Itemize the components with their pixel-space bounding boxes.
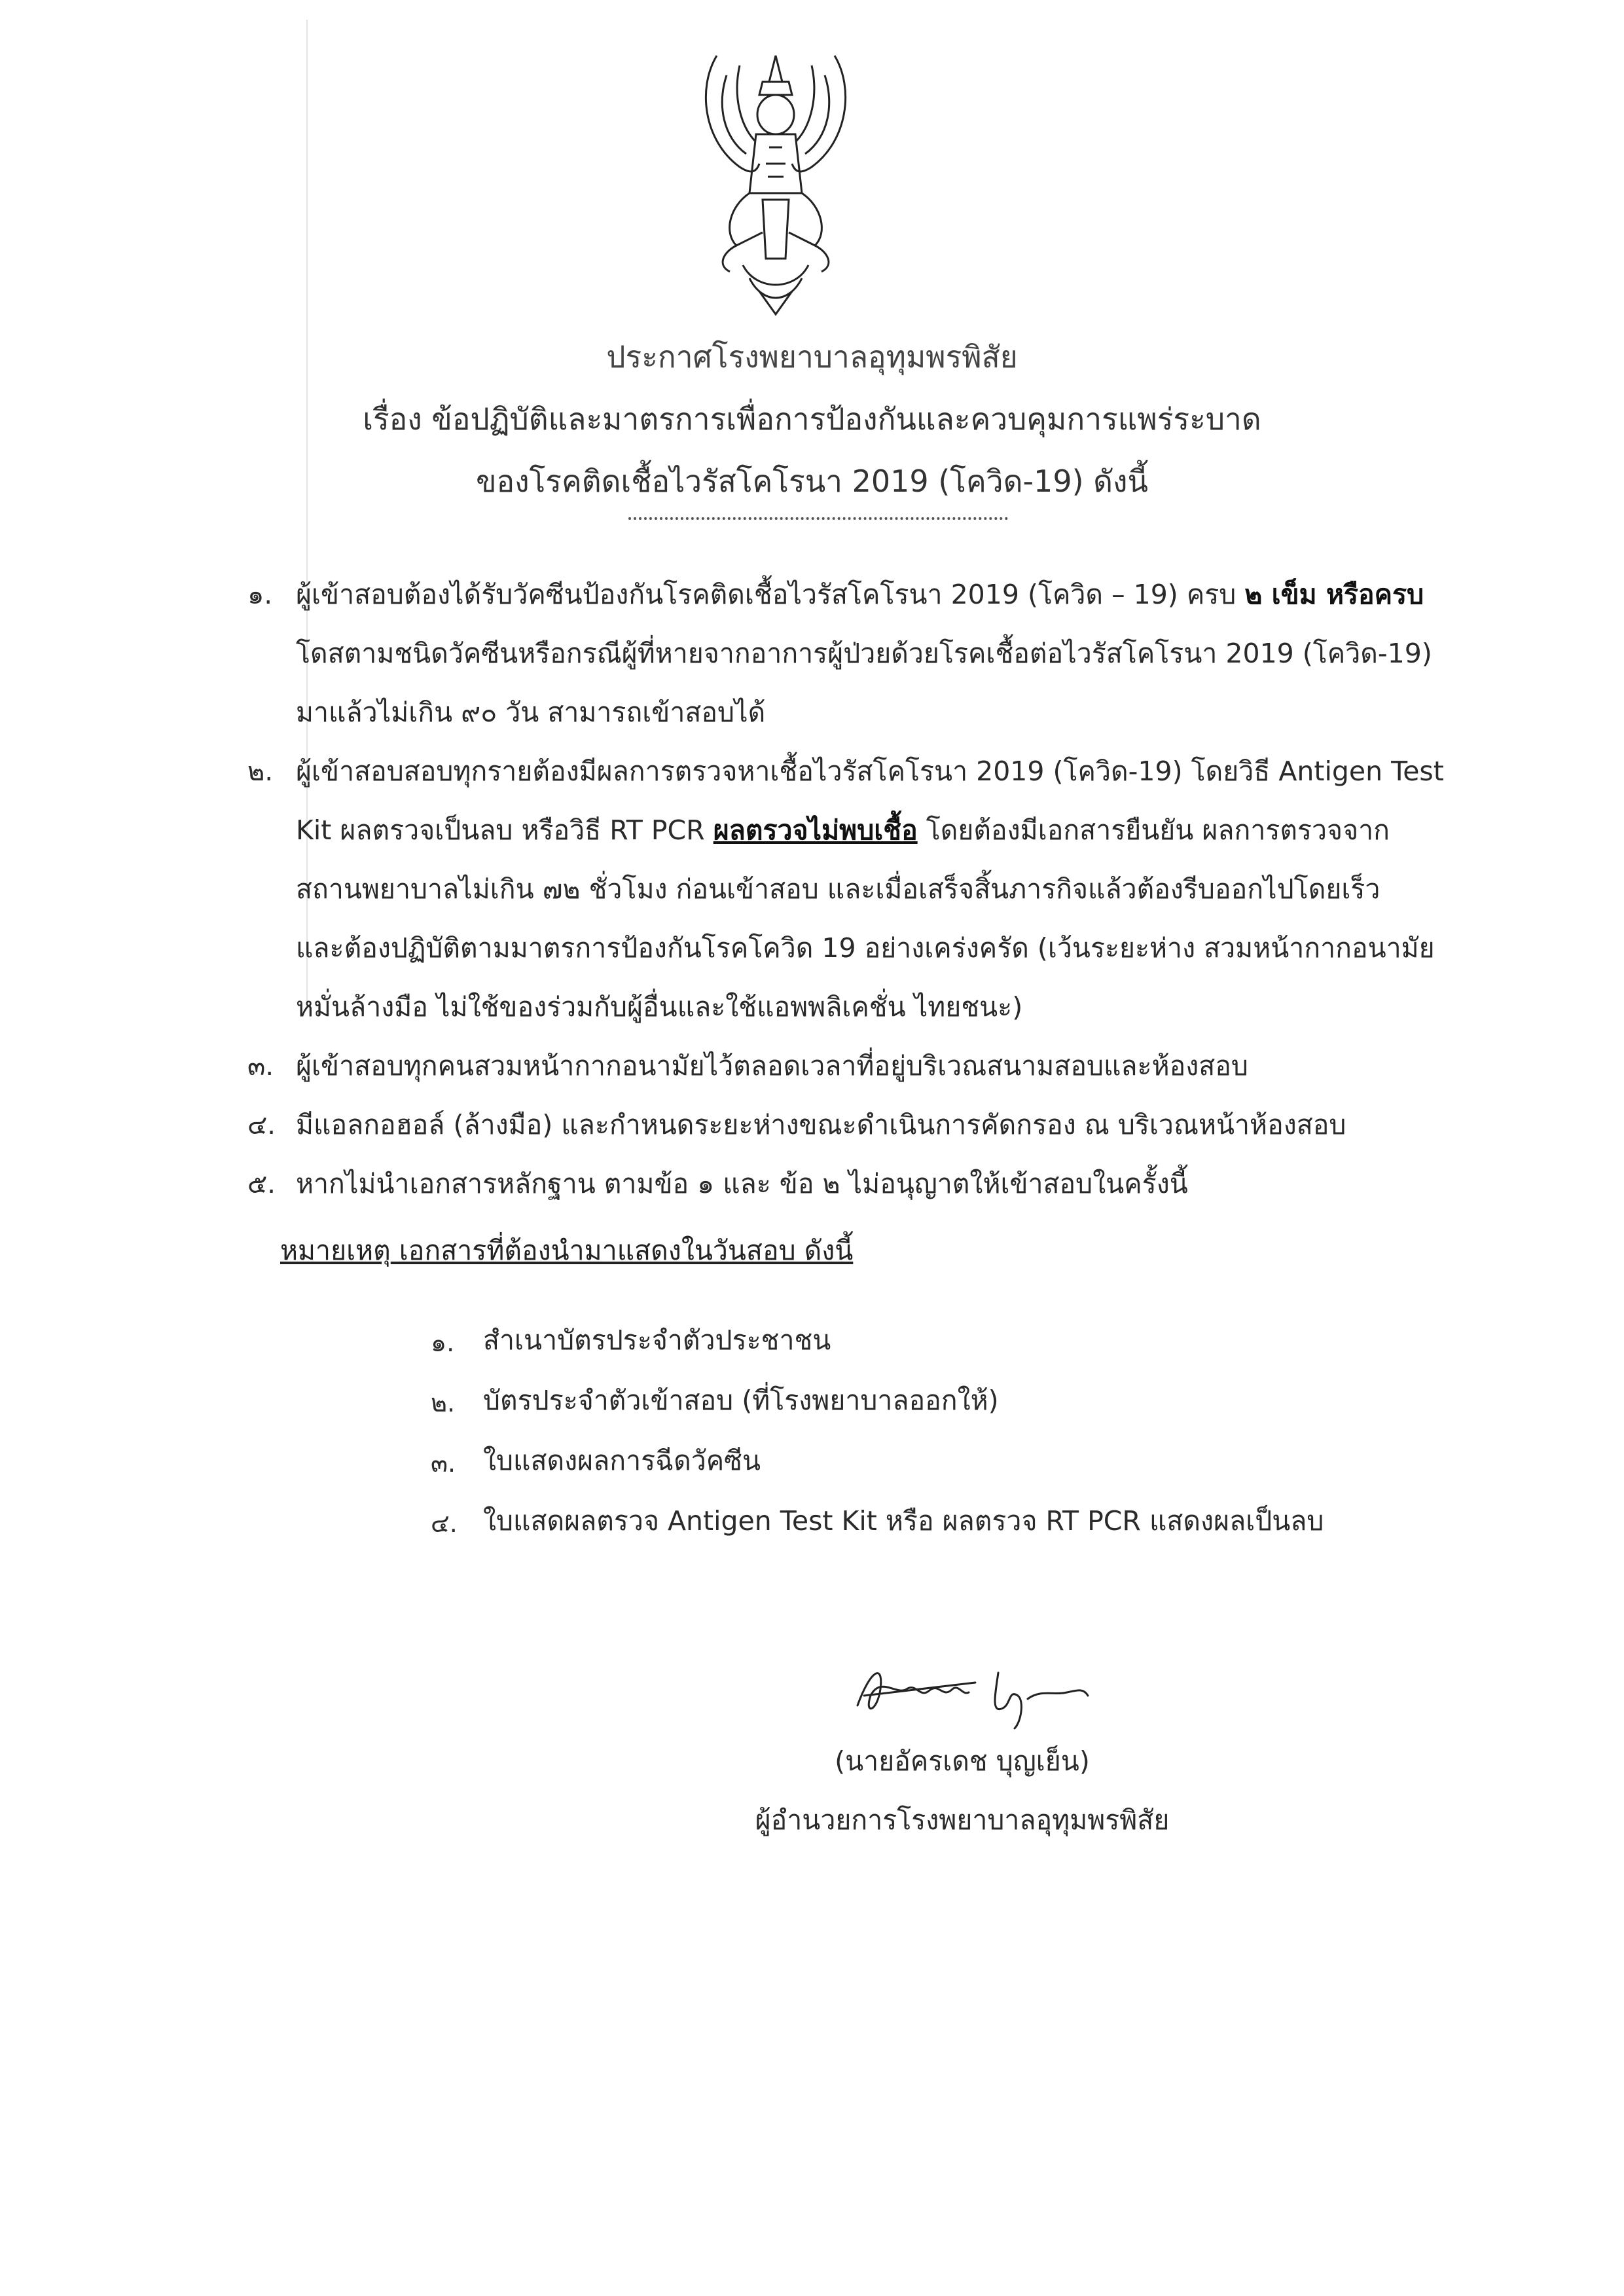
item-line: หากไม่นำเอกสารหลักฐาน ตามข้อ ๑ และ ข้อ ๒ ไม่อนุญาตให้เข้าสอบในครั้งนี้: [296, 1168, 1188, 1199]
announcement-subject: เรื่อง ข้อปฏิบัติและมาตรการเพื่อการป้องกันและควบคุมการแพร่ระบาด: [363, 401, 1261, 437]
scan-margin-line: [306, 20, 308, 1002]
signer-name: (นายอัครเดช บุญเย็น): [835, 1745, 1090, 1777]
dotted-divider: [628, 517, 1008, 520]
document-number: ๓.: [431, 1449, 456, 1478]
item-line: มีแอลกอฮอล์ (ล้างมือ) และกำหนดระยะห่างขณะดำเนินการคัดกรอง ณ บริเวณหน้าห้องสอบ: [296, 1109, 1346, 1140]
item-number: ๒.: [247, 757, 274, 787]
document-number: ๔.: [431, 1509, 458, 1538]
item-line: มาแล้วไม่เกิน ๙๐ วัน สามารถเข้าสอบได้: [296, 697, 766, 728]
item-line: โดสตามชนิดวัคซีนหรือกรณีผู้ที่หายจากอาการผู้ป่วยด้วยโรคเชื้อต่อไวรัสโคโรนา 2019 (โควิด-19): [296, 638, 1432, 669]
note-heading: หมายเหตุ เอกสารที่ต้องนำมาแสดงในวันสอบ ดังนี้: [280, 1235, 854, 1266]
item-number: ๑.: [247, 580, 273, 610]
item-line: ผู้เข้าสอบทุกคนสวมหน้ากากอนามัยไว้ตลอดเวลาที่อยู่บริเวณสนามสอบและห้องสอบ: [296, 1050, 1248, 1082]
item-number: ๕.: [247, 1169, 276, 1199]
signer-position: ผู้อำนวยการโรงพยาบาลอุทุมพรพิสัย: [755, 1804, 1170, 1836]
item-line: ผู้เข้าสอบต้องได้รับวัคซีนป้องกันโรคติดเชื้อไวรัสโคโรนา 2019 (โควิด – 19) ครบ ๒ เข็ม หรือครบ: [296, 579, 1424, 610]
item-line: Kit ผลตรวจเป็นลบ หรือวิธี RT PCR ผลตรวจไม่พบเชื้อ โดยต้องมีเอกสารยืนยัน ผลการตรวจจาก: [296, 814, 1390, 846]
document-item: ใบแสดงผลการฉีดวัคซีน: [483, 1445, 761, 1476]
item-number: ๓.: [247, 1051, 274, 1082]
document-item: สำเนาบัตรประจำตัวประชาชน: [483, 1324, 831, 1356]
document-number: ๑.: [431, 1328, 455, 1357]
document-item: บัตรประจำตัวเข้าสอบ (ที่โรงพยาบาลออกให้): [483, 1385, 999, 1416]
announcement-subject-cont: ของโรคติดเชื้อไวรัสโคโรนา 2019 (โควิด-19) ดังนี้: [476, 464, 1148, 499]
garuda-emblem-icon: [677, 43, 874, 318]
document-number: ๒.: [431, 1389, 456, 1417]
item-line: ผู้เข้าสอบสอบทุกรายต้องมีผลการตรวจหาเชื้อไวรัสโคโรนา 2019 (โควิด-19) โดยวิธี Antigen Test: [296, 756, 1444, 787]
announcement-title: ประกาศโรงพยาบาลอุทุมพรพิสัย: [606, 339, 1018, 374]
item-line: หมั่นล้างมือ ไม่ใช้ของร่วมกับผู้อื่นและใช้แอพพลิเคชั่น ไทยชนะ): [296, 991, 1023, 1023]
item-number: ๔.: [247, 1110, 276, 1140]
document-item: ใบแสดผลตรวจ Antigen Test Kit หรือ ผลตรวจ RT PCR แสดงผลเป็นลบ: [483, 1505, 1324, 1537]
item-line: สถานพยาบาลไม่เกิน ๗๒ ชั่วโมง ก่อนเข้าสอบ และเมื่อเสร็จสิ้นภารกิจแล้วต้องรีบออกไปโดยเร็ว: [296, 873, 1380, 905]
signature-icon: [844, 1650, 1100, 1735]
item-line: และต้องปฏิบัติตามมาตรการป้องกันโรคโควิด 19 อย่างเคร่งครัด (เว้นระยะห่าง สวมหน้ากากอนามัย: [296, 932, 1435, 964]
